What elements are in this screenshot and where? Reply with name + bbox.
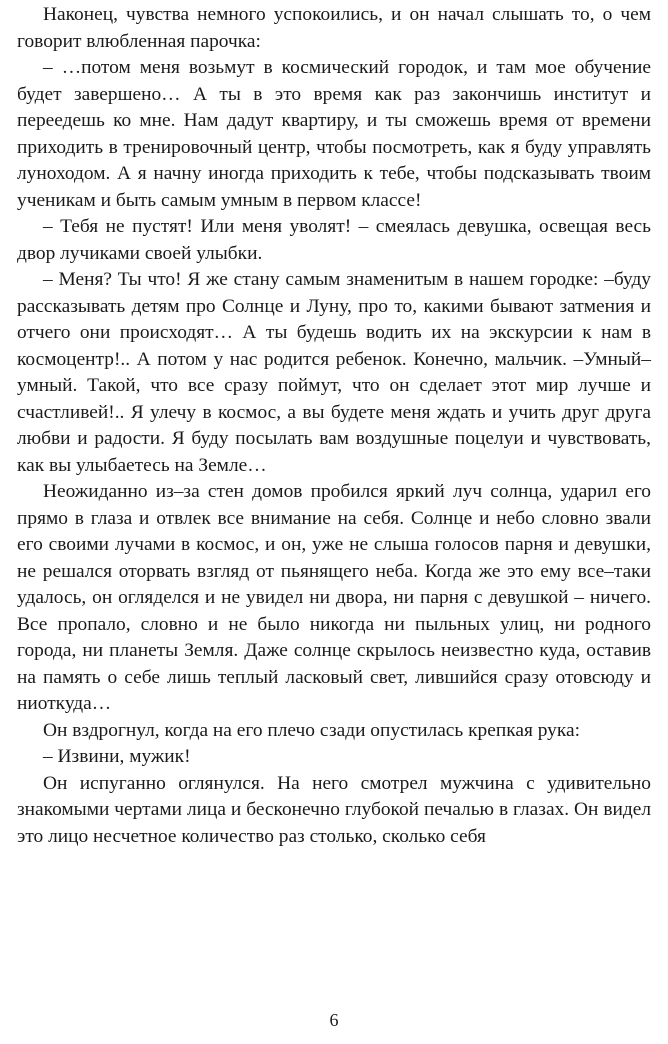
page-body: [17, 2, 651, 1002]
paragraph-8: Он испуганно оглянулся. На него смотрел мужчина с удивительно знакомыми чертами лица и бесконечно глубокой печалью в глазах. Он видел это лицо несчетное количество раз столько, сколько себя: [17, 772, 651, 847]
page-number: 6: [329, 1010, 339, 1030]
paragraph-5: Неожиданно из–за стен домов пробился яркий луч солнца, ударил его прямо в глаза и отвлек все внимание на себя. Солнце и небо словно звали его своими лучами в космос, и он, уже не слыша голосов парня и девушки, не решался оторвать взгляд от пьянящего неба. Когда же это ему все–таки удалось, он огляделся и не увидел ни двора, ни парня с девушкой – ничего. Все пропало, словно и не было никогда ни пыльных улиц, ни родного города, ни планеты Земля. Даже солнце скрылось неизвестно куда, оставив на память о себе лишь теплый ласковый свет, лившийся сразу отовсюду и ниоткуда…: [17, 481, 651, 714]
paragraph-2: – …потом меня возьмут в космический городок, и там мое обучение будет завершено… А ты в это время как раз закончишь институт и переедешь ко мне. Нам дадут квартиру, и ты сможешь время от времени приходить в тренировочный центр, чтобы посмотреть, как я буду управлять луноходом. А я начну иногда приходить к тебе, чтобы подсказывать твоим ученикам и быть самым умным в первом классе!: [17, 57, 651, 211]
paragraph-7: – Извини, мужик!: [43, 746, 191, 767]
paragraph-1: Наконец, чувства немного успокоились, и он начал слышать то, о чем говорит влюбленная парочка:: [17, 4, 651, 52]
paragraph-6: Он вздрогнул, когда на его плечо сзади опустилась крепкая рука:: [43, 719, 580, 741]
paragraph-4: – Меня? Ты что! Я же стану самым знаменитым в нашем городке: –буду рассказывать детям про Солнце и Луну, про то, какими бывают затмения и отчего они происходят… А ты будешь водить их на экскурсии к нам в космоцентр!.. А потом у нас родится ребенок. Конечно, мальчик. –Умный–умный. Такой, что все сразу поймут, что он сделает этот мир лучше и счастливей!.. Я улечу в космос, а вы будете меня ждать и учить друг друга любви и радости. Я буду посылать вам воздушные поцелуи и чувствовать, как вы улыбаетесь на Земле…: [17, 269, 651, 476]
paragraph-3: – Тебя не пустят! Или меня уволят! – смеялась девушка, освещая весь двор лучиками своей улыбки.: [17, 216, 651, 264]
